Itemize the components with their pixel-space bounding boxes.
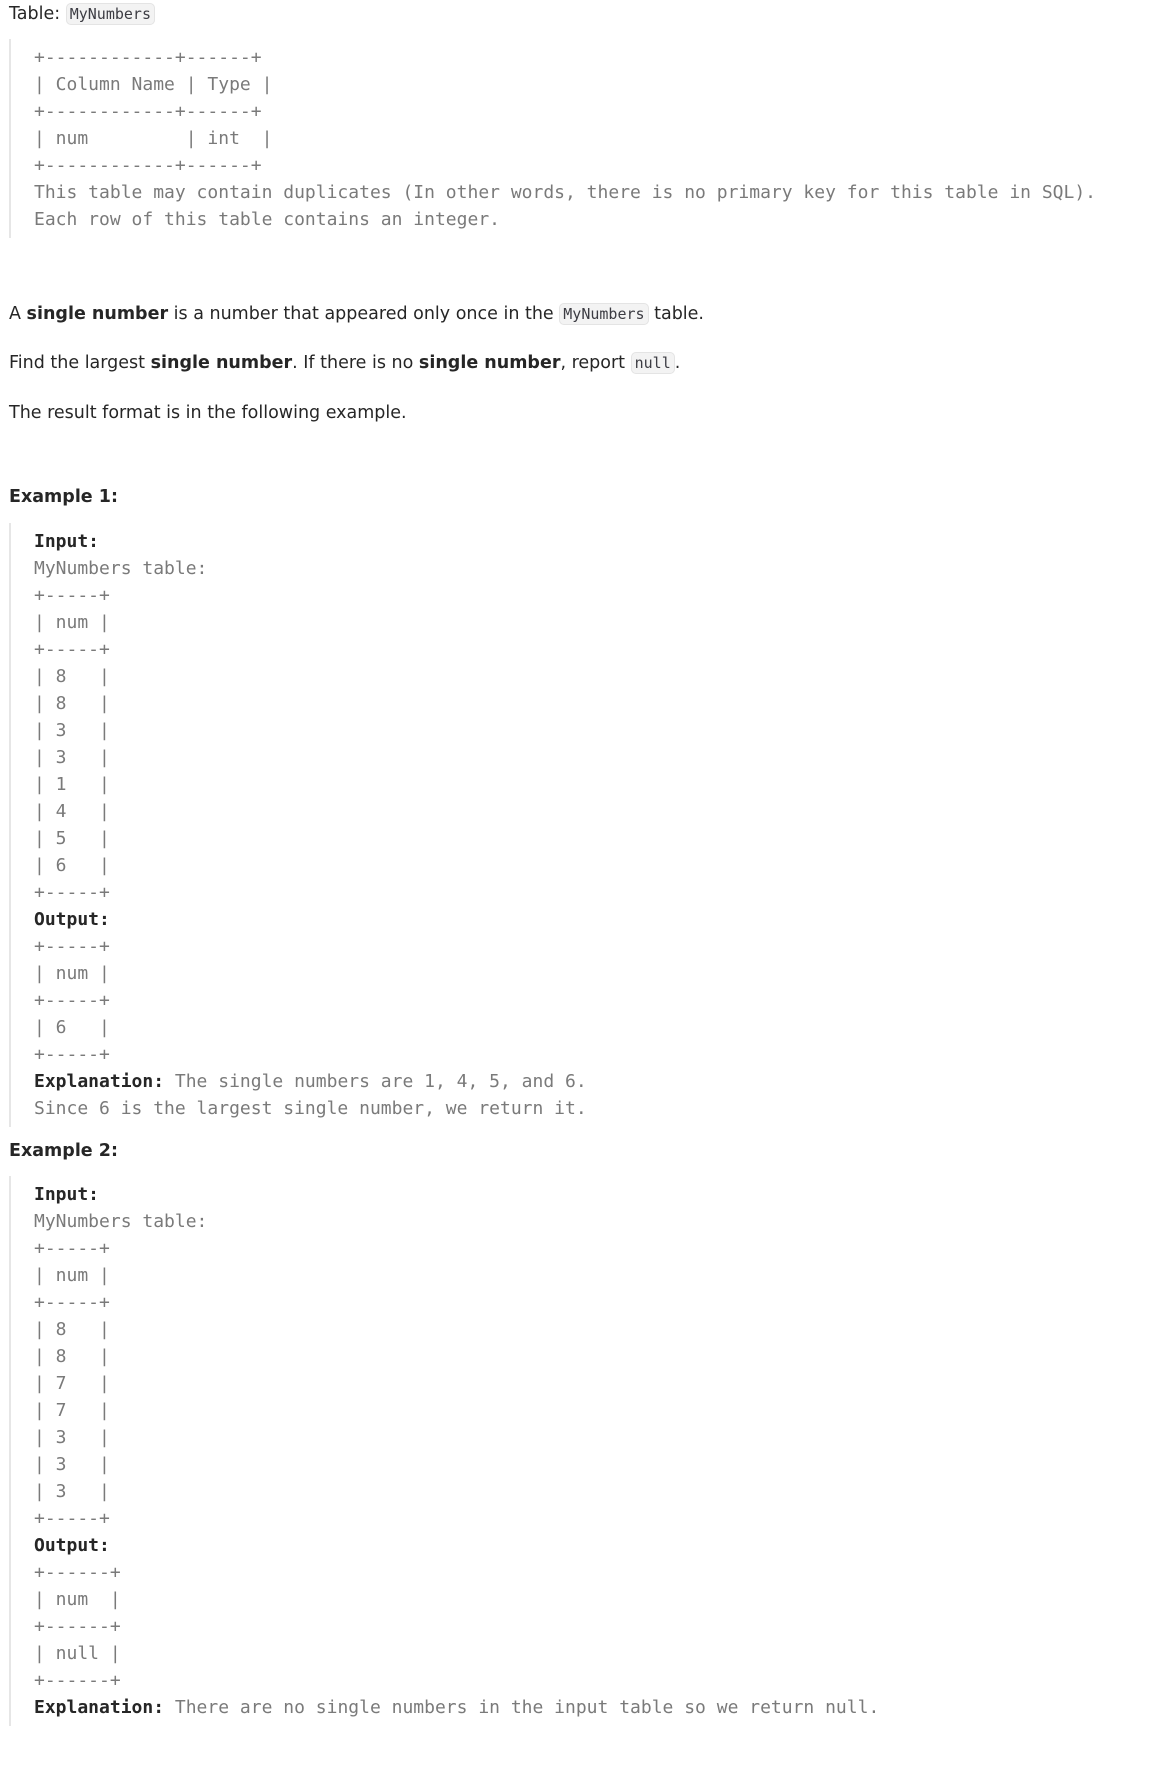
single-number-definition: A single number is a number that appeared only once in the MyNumbers table.	[9, 303, 704, 324]
output-label: Output:	[34, 908, 110, 930]
example-2-block	[9, 1176, 1141, 1726]
table-name-code: MyNumbers	[66, 3, 155, 25]
output-table: +-----+ | num | +-----+ | 6 | +-----+	[34, 935, 110, 1065]
explanation-label: Explanation:	[34, 1697, 165, 1718]
explanation-text: There are no single numbers in the input table so we return null.	[164, 1697, 880, 1718]
schema-block: +------------+------+ | Column Name | Type | +------------+------+ | num | int | +------------+------+ This table may contain duplicates (In other words, there is no primary key for this table in SQL). Each row of this table contains an integer.	[9, 39, 1141, 238]
example-2-heading: Example 2:	[9, 1140, 118, 1161]
input-table: MyNumbers table: +-----+ | num | +-----+ | 8 | | 8 | | 3 | | 3 | | 1 | | 4 | | 5 | | 6 | +-----+	[34, 557, 208, 903]
task-statement: Find the largest single number. If there is no single number, report null .	[9, 353, 681, 373]
table-name-code: MyNumbers	[559, 303, 648, 325]
result-format-note: The result format is in the following example.	[9, 402, 407, 423]
table-intro-prefix: Table:	[9, 4, 66, 24]
null-code: null	[631, 352, 675, 374]
explanation-label: Explanation:	[34, 1070, 165, 1092]
output-table: +------+ | num | +------+ | null | +------+	[34, 1562, 121, 1691]
input-label: Input:	[34, 1184, 100, 1205]
example-1-block	[9, 523, 1141, 1127]
single-number-term: single number	[26, 303, 169, 324]
single-number-term: single number	[418, 353, 561, 373]
example-1-heading: Example 1:	[9, 487, 118, 507]
input-table: MyNumbers table: +-----+ | num | +-----+ | 8 | | 8 | | 7 | | 7 | | 3 | | 3 | | 3 | +-----+	[34, 1211, 208, 1529]
output-label: Output:	[34, 1535, 110, 1556]
input-label: Input:	[34, 530, 100, 552]
explanation-text: The single numbers are 1, 4, 5, and 6. Since 6 is the largest single number, we return it.	[34, 1070, 587, 1119]
single-number-term: single number	[150, 353, 293, 373]
table-intro	[9, 2, 1141, 27]
